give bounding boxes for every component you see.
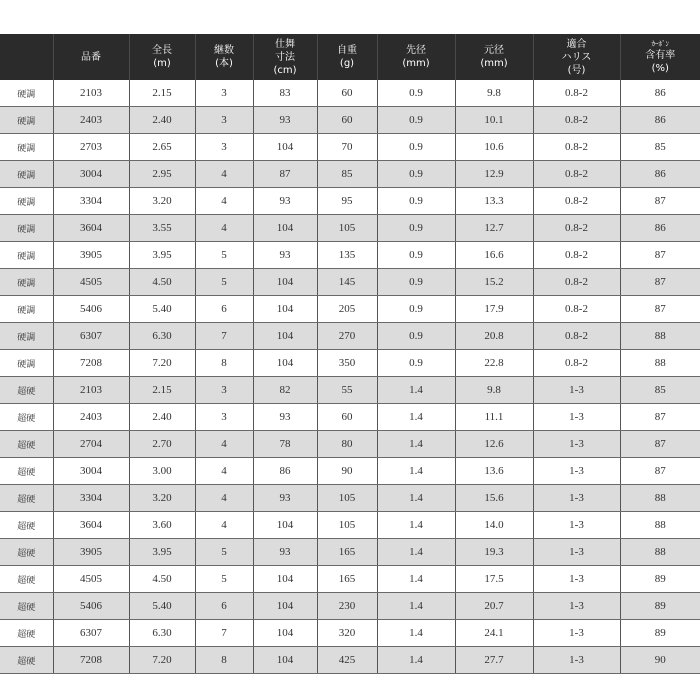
cell-sections: 7 xyxy=(195,620,253,647)
cell-tip-dia: 0.9 xyxy=(377,188,455,215)
cell-tip-dia: 1.4 xyxy=(377,539,455,566)
cell-type: 超硬 xyxy=(0,647,53,674)
cell-length: 2.70 xyxy=(129,431,195,458)
table-row xyxy=(0,242,700,269)
cell-line-rating: 1-3 xyxy=(533,512,620,539)
cell-carbon: 87 xyxy=(620,242,700,269)
cell-carbon: 88 xyxy=(620,350,700,377)
header-line: (mm) xyxy=(480,58,508,69)
cell-closed-length: 78 xyxy=(253,431,317,458)
header-line: 全長 xyxy=(152,45,172,56)
cell-length: 3.95 xyxy=(129,539,195,566)
cell-butt-dia: 15.2 xyxy=(455,269,533,296)
cell-weight: 425 xyxy=(317,647,377,674)
table-row xyxy=(0,431,700,458)
cell-length: 4.50 xyxy=(129,269,195,296)
cell-line-rating: 1-3 xyxy=(533,620,620,647)
cell-weight: 95 xyxy=(317,188,377,215)
cell-closed-length: 104 xyxy=(253,647,317,674)
cell-line-rating: 0.8-2 xyxy=(533,161,620,188)
cell-weight: 105 xyxy=(317,215,377,242)
cell-sections: 5 xyxy=(195,242,253,269)
cell-closed-length: 83 xyxy=(253,80,317,107)
cell-tip-dia: 1.4 xyxy=(377,377,455,404)
cell-carbon: 87 xyxy=(620,188,700,215)
cell-length: 2.40 xyxy=(129,107,195,134)
cell-tip-dia: 0.9 xyxy=(377,350,455,377)
cell-butt-dia: 11.1 xyxy=(455,404,533,431)
cell-closed-length: 93 xyxy=(253,539,317,566)
cell-model-no: 3905 xyxy=(53,242,129,269)
header-line: (cm) xyxy=(273,64,297,76)
cell-carbon: 87 xyxy=(620,269,700,296)
cell-carbon: 88 xyxy=(620,323,700,350)
cell-tip-dia: 0.9 xyxy=(377,161,455,188)
column-header-model-no xyxy=(53,34,129,80)
header-line: (mm) xyxy=(402,58,430,69)
cell-tip-dia: 0.9 xyxy=(377,134,455,161)
table-row xyxy=(0,296,700,323)
table-row xyxy=(0,458,700,485)
cell-tip-dia: 1.4 xyxy=(377,431,455,458)
cell-butt-dia: 22.8 xyxy=(455,350,533,377)
cell-sections: 3 xyxy=(195,134,253,161)
cell-type: 超硬 xyxy=(0,566,53,593)
cell-carbon: 87 xyxy=(620,458,700,485)
cell-weight: 70 xyxy=(317,134,377,161)
cell-type: 超硬 xyxy=(0,458,53,485)
cell-length: 3.20 xyxy=(129,485,195,512)
cell-line-rating: 1-3 xyxy=(533,404,620,431)
cell-carbon: 86 xyxy=(620,215,700,242)
cell-butt-dia: 13.6 xyxy=(455,458,533,485)
cell-line-rating: 1-3 xyxy=(533,485,620,512)
header-line: 元径 xyxy=(484,45,504,56)
cell-butt-dia: 20.7 xyxy=(455,593,533,620)
cell-closed-length: 104 xyxy=(253,566,317,593)
cell-sections: 8 xyxy=(195,647,253,674)
cell-closed-length: 93 xyxy=(253,404,317,431)
cell-length: 2.15 xyxy=(129,377,195,404)
table-row xyxy=(0,350,700,377)
cell-tip-dia: 0.9 xyxy=(377,215,455,242)
cell-line-rating: 0.8-2 xyxy=(533,242,620,269)
cell-carbon: 86 xyxy=(620,107,700,134)
table-row xyxy=(0,188,700,215)
column-header-sections xyxy=(195,34,253,80)
header-line: 先径 xyxy=(406,45,426,56)
cell-butt-dia: 12.9 xyxy=(455,161,533,188)
cell-sections: 3 xyxy=(195,377,253,404)
cell-tip-dia: 1.4 xyxy=(377,647,455,674)
cell-sections: 8 xyxy=(195,350,253,377)
cell-sections: 4 xyxy=(195,215,253,242)
cell-weight: 270 xyxy=(317,323,377,350)
cell-model-no: 3905 xyxy=(53,539,129,566)
header-line: 寸法 xyxy=(275,51,295,63)
cell-closed-length: 82 xyxy=(253,377,317,404)
table-row xyxy=(0,269,700,296)
cell-tip-dia: 0.9 xyxy=(377,269,455,296)
cell-type: 超硬 xyxy=(0,485,53,512)
cell-tip-dia: 1.4 xyxy=(377,458,455,485)
cell-length: 3.20 xyxy=(129,188,195,215)
cell-model-no: 2403 xyxy=(53,107,129,134)
cell-length: 2.40 xyxy=(129,404,195,431)
cell-model-no: 5406 xyxy=(53,593,129,620)
cell-weight: 60 xyxy=(317,107,377,134)
table-row xyxy=(0,323,700,350)
header-line: 継数 xyxy=(214,45,234,56)
rod-spec-table xyxy=(0,34,700,674)
cell-weight: 165 xyxy=(317,539,377,566)
header-line: (%) xyxy=(651,62,669,74)
cell-sections: 3 xyxy=(195,107,253,134)
cell-type: 超硬 xyxy=(0,377,53,404)
cell-model-no: 6307 xyxy=(53,620,129,647)
cell-line-rating: 0.8-2 xyxy=(533,188,620,215)
column-header-type xyxy=(0,34,53,80)
table-row xyxy=(0,377,700,404)
table-row xyxy=(0,512,700,539)
cell-type: 超硬 xyxy=(0,620,53,647)
cell-closed-length: 93 xyxy=(253,485,317,512)
cell-type: 超硬 xyxy=(0,539,53,566)
cell-weight: 80 xyxy=(317,431,377,458)
header-line: 品番 xyxy=(81,51,101,63)
cell-butt-dia: 24.1 xyxy=(455,620,533,647)
cell-sections: 6 xyxy=(195,296,253,323)
cell-type: 硬調 xyxy=(0,350,53,377)
cell-type: 硬調 xyxy=(0,242,53,269)
header-line: (号) xyxy=(567,64,586,76)
cell-closed-length: 104 xyxy=(253,134,317,161)
table-row xyxy=(0,404,700,431)
cell-line-rating: 0.8-2 xyxy=(533,323,620,350)
cell-line-rating: 1-3 xyxy=(533,593,620,620)
cell-sections: 3 xyxy=(195,404,253,431)
cell-type: 硬調 xyxy=(0,80,53,107)
cell-closed-length: 104 xyxy=(253,215,317,242)
cell-sections: 4 xyxy=(195,161,253,188)
cell-line-rating: 0.8-2 xyxy=(533,215,620,242)
table-row xyxy=(0,80,700,107)
cell-model-no: 3604 xyxy=(53,512,129,539)
cell-carbon: 85 xyxy=(620,377,700,404)
cell-model-no: 3004 xyxy=(53,161,129,188)
cell-sections: 5 xyxy=(195,269,253,296)
cell-carbon: 88 xyxy=(620,539,700,566)
cell-carbon: 88 xyxy=(620,485,700,512)
cell-carbon: 86 xyxy=(620,161,700,188)
cell-carbon: 87 xyxy=(620,431,700,458)
cell-model-no: 2704 xyxy=(53,431,129,458)
cell-length: 6.30 xyxy=(129,323,195,350)
cell-carbon: 89 xyxy=(620,620,700,647)
column-header-tip-dia xyxy=(377,34,455,80)
column-header-length xyxy=(129,34,195,80)
cell-sections: 4 xyxy=(195,431,253,458)
cell-type: 硬調 xyxy=(0,296,53,323)
cell-sections: 4 xyxy=(195,458,253,485)
header-line: 仕舞 xyxy=(275,38,295,50)
cell-length: 2.95 xyxy=(129,161,195,188)
cell-closed-length: 104 xyxy=(253,323,317,350)
cell-weight: 60 xyxy=(317,404,377,431)
header-line: (g) xyxy=(339,58,355,69)
cell-weight: 320 xyxy=(317,620,377,647)
cell-sections: 5 xyxy=(195,566,253,593)
cell-model-no: 2103 xyxy=(53,80,129,107)
cell-butt-dia: 10.6 xyxy=(455,134,533,161)
cell-tip-dia: 1.4 xyxy=(377,566,455,593)
cell-closed-length: 87 xyxy=(253,161,317,188)
cell-weight: 205 xyxy=(317,296,377,323)
cell-line-rating: 1-3 xyxy=(533,566,620,593)
cell-weight: 60 xyxy=(317,80,377,107)
cell-line-rating: 0.8-2 xyxy=(533,296,620,323)
cell-tip-dia: 0.9 xyxy=(377,296,455,323)
cell-carbon: 85 xyxy=(620,134,700,161)
cell-length: 6.30 xyxy=(129,620,195,647)
cell-butt-dia: 16.6 xyxy=(455,242,533,269)
cell-butt-dia: 14.0 xyxy=(455,512,533,539)
cell-weight: 55 xyxy=(317,377,377,404)
table-row xyxy=(0,134,700,161)
cell-type: 硬調 xyxy=(0,323,53,350)
column-header-line-rating xyxy=(533,34,620,80)
cell-weight: 165 xyxy=(317,566,377,593)
cell-line-rating: 0.8-2 xyxy=(533,269,620,296)
cell-tip-dia: 1.4 xyxy=(377,593,455,620)
cell-line-rating: 1-3 xyxy=(533,539,620,566)
cell-model-no: 2103 xyxy=(53,377,129,404)
cell-type: 硬調 xyxy=(0,107,53,134)
table-body xyxy=(0,80,700,674)
table-row xyxy=(0,647,700,674)
header-line: ハリス xyxy=(561,51,592,63)
header-line: (本) xyxy=(215,58,233,69)
cell-sections: 7 xyxy=(195,323,253,350)
cell-line-rating: 0.8-2 xyxy=(533,107,620,134)
cell-type: 超硬 xyxy=(0,431,53,458)
cell-tip-dia: 0.9 xyxy=(377,80,455,107)
cell-butt-dia: 12.6 xyxy=(455,431,533,458)
cell-tip-dia: 0.9 xyxy=(377,242,455,269)
cell-closed-length: 93 xyxy=(253,107,317,134)
cell-weight: 105 xyxy=(317,485,377,512)
table-row xyxy=(0,485,700,512)
header-line: 適合 xyxy=(566,38,587,50)
cell-length: 4.50 xyxy=(129,566,195,593)
cell-closed-length: 104 xyxy=(253,512,317,539)
header-row xyxy=(0,34,700,80)
cell-length: 5.40 xyxy=(129,296,195,323)
cell-butt-dia: 20.8 xyxy=(455,323,533,350)
cell-model-no: 7208 xyxy=(53,350,129,377)
cell-model-no: 7208 xyxy=(53,647,129,674)
cell-carbon: 88 xyxy=(620,512,700,539)
column-header-weight xyxy=(317,34,377,80)
cell-butt-dia: 15.6 xyxy=(455,485,533,512)
cell-model-no: 3304 xyxy=(53,485,129,512)
cell-length: 3.60 xyxy=(129,512,195,539)
cell-line-rating: 1-3 xyxy=(533,647,620,674)
cell-butt-dia: 17.9 xyxy=(455,296,533,323)
cell-closed-length: 104 xyxy=(253,593,317,620)
cell-carbon: 87 xyxy=(620,296,700,323)
cell-closed-length: 93 xyxy=(253,242,317,269)
cell-butt-dia: 17.5 xyxy=(455,566,533,593)
table-row xyxy=(0,620,700,647)
cell-type: 硬調 xyxy=(0,161,53,188)
cell-length: 2.65 xyxy=(129,134,195,161)
cell-weight: 85 xyxy=(317,161,377,188)
header-line: 自重 xyxy=(337,45,357,56)
cell-closed-length: 86 xyxy=(253,458,317,485)
cell-length: 3.95 xyxy=(129,242,195,269)
cell-weight: 135 xyxy=(317,242,377,269)
table-row xyxy=(0,161,700,188)
cell-type: 超硬 xyxy=(0,404,53,431)
cell-model-no: 4505 xyxy=(53,566,129,593)
cell-weight: 145 xyxy=(317,269,377,296)
cell-butt-dia: 9.8 xyxy=(455,377,533,404)
table-header xyxy=(0,34,700,80)
header-line: 含有率 xyxy=(645,49,676,61)
cell-carbon: 87 xyxy=(620,404,700,431)
cell-carbon: 86 xyxy=(620,80,700,107)
cell-tip-dia: 1.4 xyxy=(377,620,455,647)
cell-line-rating: 1-3 xyxy=(533,431,620,458)
cell-model-no: 3004 xyxy=(53,458,129,485)
cell-model-no: 3604 xyxy=(53,215,129,242)
cell-closed-length: 104 xyxy=(253,296,317,323)
cell-model-no: 5406 xyxy=(53,296,129,323)
table-row xyxy=(0,566,700,593)
cell-closed-length: 93 xyxy=(253,188,317,215)
cell-butt-dia: 9.8 xyxy=(455,80,533,107)
cell-length: 3.55 xyxy=(129,215,195,242)
cell-length: 3.00 xyxy=(129,458,195,485)
cell-model-no: 3304 xyxy=(53,188,129,215)
table-row xyxy=(0,215,700,242)
cell-tip-dia: 1.4 xyxy=(377,512,455,539)
cell-line-rating: 0.8-2 xyxy=(533,134,620,161)
cell-tip-dia: 0.9 xyxy=(377,323,455,350)
cell-carbon: 89 xyxy=(620,593,700,620)
cell-line-rating: 0.8-2 xyxy=(533,80,620,107)
cell-length: 7.20 xyxy=(129,350,195,377)
cell-sections: 4 xyxy=(195,188,253,215)
cell-model-no: 6307 xyxy=(53,323,129,350)
header-line: ｶｰﾎﾞﾝ xyxy=(651,39,669,48)
cell-sections: 6 xyxy=(195,593,253,620)
cell-butt-dia: 12.7 xyxy=(455,215,533,242)
cell-type: 硬調 xyxy=(0,269,53,296)
cell-type: 硬調 xyxy=(0,188,53,215)
column-header-carbon xyxy=(620,34,700,80)
cell-closed-length: 104 xyxy=(253,620,317,647)
cell-line-rating: 0.8-2 xyxy=(533,350,620,377)
table-row xyxy=(0,593,700,620)
cell-closed-length: 104 xyxy=(253,350,317,377)
cell-tip-dia: 1.4 xyxy=(377,485,455,512)
cell-type: 硬調 xyxy=(0,134,53,161)
cell-line-rating: 1-3 xyxy=(533,377,620,404)
cell-carbon: 90 xyxy=(620,647,700,674)
column-header-butt-dia xyxy=(455,34,533,80)
cell-weight: 105 xyxy=(317,512,377,539)
cell-tip-dia: 0.9 xyxy=(377,107,455,134)
cell-length: 2.15 xyxy=(129,80,195,107)
cell-butt-dia: 13.3 xyxy=(455,188,533,215)
cell-sections: 3 xyxy=(195,80,253,107)
cell-closed-length: 104 xyxy=(253,269,317,296)
cell-weight: 90 xyxy=(317,458,377,485)
cell-butt-dia: 27.7 xyxy=(455,647,533,674)
cell-weight: 350 xyxy=(317,350,377,377)
cell-model-no: 2703 xyxy=(53,134,129,161)
table-row xyxy=(0,539,700,566)
cell-type: 超硬 xyxy=(0,593,53,620)
header-line: (m) xyxy=(153,58,171,69)
cell-sections: 4 xyxy=(195,512,253,539)
cell-butt-dia: 19.3 xyxy=(455,539,533,566)
cell-butt-dia: 10.1 xyxy=(455,107,533,134)
cell-carbon: 89 xyxy=(620,566,700,593)
cell-length: 7.20 xyxy=(129,647,195,674)
cell-line-rating: 1-3 xyxy=(533,458,620,485)
cell-length: 5.40 xyxy=(129,593,195,620)
cell-model-no: 2403 xyxy=(53,404,129,431)
cell-sections: 5 xyxy=(195,539,253,566)
column-header-closed-length xyxy=(253,34,317,80)
cell-tip-dia: 1.4 xyxy=(377,404,455,431)
cell-type: 超硬 xyxy=(0,512,53,539)
cell-sections: 4 xyxy=(195,485,253,512)
table-row xyxy=(0,107,700,134)
cell-model-no: 4505 xyxy=(53,269,129,296)
cell-type: 硬調 xyxy=(0,215,53,242)
cell-weight: 230 xyxy=(317,593,377,620)
